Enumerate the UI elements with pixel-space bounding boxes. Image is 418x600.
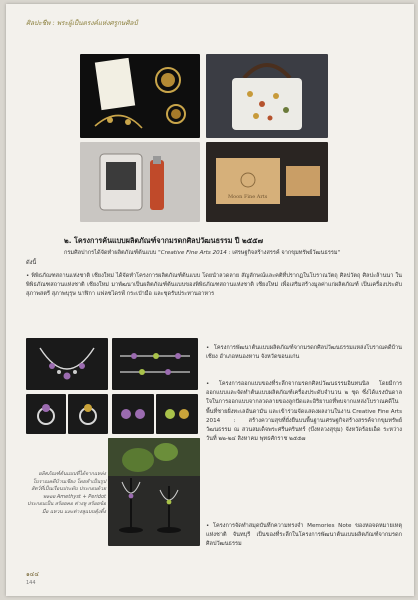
running-head: ศิลปะชีพ : พระผู้เป็นตรงค์แห่งศรูกษศิลป์ [26, 19, 138, 27]
photo-ring-1 [26, 394, 66, 434]
intro-em: "Creative Fine Arts 2014 : [158, 250, 233, 256]
document-page [6, 4, 414, 596]
page-number [26, 569, 39, 586]
jewelry-caption: ผลิตภัณฑ์ต้นแบบที่ได้จากแหล่งโบราณคดีบ้านเชียง โดยทำเป็นรูปสัตว์ที่เป็นเรือนประดับ ประกอบด้วยพลอย Amethyst + Peridot ประกอบเป็น สร้อยคอ ต่างหู สร้อยข้อมือ แหวน และต่างหูแบบตุ้งติ้ง [27, 471, 106, 515]
bullet-2: • โครงการพัฒนาต้นแบบผลิตภัณฑ์จากมรดกศิลปวัฒนธรรมแหล่งโบราณคดีบ้านเชียง อำเภอหนองหาน จังหวัดขอนแก่น [206, 345, 402, 361]
bullet-3: • โครงการออกแบบของที่ระลึกจากมรดกศิลปวัฒนธรรมอินทนนิล โดยมีการออกแบบและจัดทำต้นแบบผลิตภัณฑ์เครื่องประดับจำนวน ๒ ชุด ซึ่งได้แรงบันดาลใจในการออกแบบจากลวดลายของลูกปัดและอิริยาบถที่พบจากแหล่งโบราณคดีในพื้นที่ชายฝั่งทะเลอันดามัน และเข้าร่วมจัดแสดงผลงานในงาน Creative Fine Arts 2014 : สร้างความสุขที่ยั่งยืนบนพื้นฐานเศรษฐกิจสร้างสรรค์จากขุมทรัพย์วัฒนธรรม ณ สวนสมเด็จพระศรีนครินทร์ (บึงหลวงสุขุม) จังหวัดร้อยเอ็ด ระหว่างวันที่ ๒๒-๒๔ สิงหาคม พุทธศักราช ๒๕๕๗ [206, 381, 402, 443]
intro-line2: ดังนี้ [26, 260, 37, 266]
photo-handbag [206, 54, 328, 138]
photo-earrings-1 [112, 394, 154, 434]
page-number-arabic: 144 [26, 580, 36, 586]
section-heading: ๒. โครงการค้นแบบผลิตภัณฑ์จากมรดกศิลปวัฒนธรรม ปี ๒๕๕๗ [64, 236, 264, 245]
photo-bracelet [112, 338, 198, 390]
intro-prefix: กรมศิลปากรได้จัดทำผลิตภัณฑ์ต้นแบบ [64, 250, 157, 256]
photo-brooch-and-tag [80, 54, 200, 138]
photo-watch-and-strap [80, 142, 200, 222]
photo-ring-2 [68, 394, 108, 434]
intro-suffix: เศรษฐกิจสร้างสรรค์ จากขุมทรัพย์วัฒนธรรม" [232, 250, 341, 256]
intro-paragraph [64, 249, 402, 258]
page-number-thai: ๑๔๔ [26, 571, 39, 578]
bullet-4: • โครงการจัดทำสมุดบันทึกความทรงจำ Memories Note ของหอจดหมายเหตุแห่งชาติ จันทบุรี เป็นของที่ระลึกในโครงการพัฒนาต้นแบบผลิตภัณฑ์จากมรดกศิลปวัฒนธรรม [206, 523, 402, 548]
photo-necklace [26, 338, 108, 390]
photo-wooden-box [206, 142, 328, 222]
photo-earrings-2 [156, 394, 198, 434]
bullet-1: • พิพิธภัณฑสถานแห่งชาติ เชียงใหม่ ได้จัดทำโครงการผลิตภัณฑ์ต้นแบบ โดยนำลวดลาย สัญลักษณ์และคติที่ปรากฏในโบราณวัตถุ ศิลปวัตถุ ศิลปะล้านนา ในพิพิธภัณฑสถานแห่งชาติ เชียงใหม่ มาพัฒนาเป็นผลิตภัณฑ์ต้นแบบของพิพิธภัณฑสถานแห่งชาติ เชียงใหม่ เพื่อเสริมสร้างมูลค่าแก่ผลิตภัณฑ์ เป็นเครื่องประดับสุภาพสตรี สุภาพบุรุษ นาฬิกา แฟลชไดรฟ์ กระเป๋ามือ และชุดรับประทานอาหาร [26, 273, 402, 298]
photo-jewelry-display [108, 438, 200, 546]
box-label: Moon Fine Arts [228, 194, 268, 200]
